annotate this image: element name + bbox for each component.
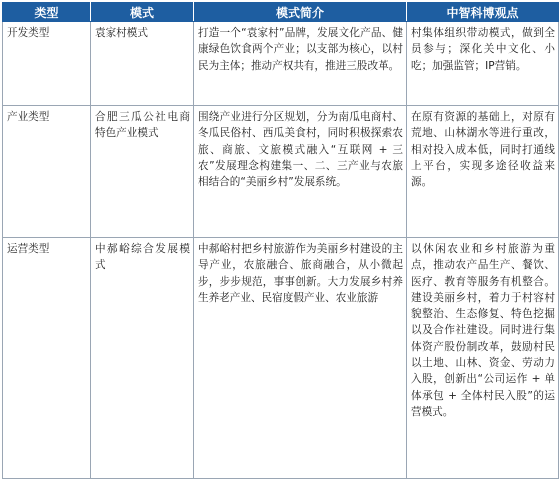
view-cell: 在原有资源的基础上，对原有荒地、山林湖水等进行重改，相对投入成本低，同时打通线上平台，实现多途径收益来源。	[407, 106, 559, 238]
type-cell: 运营类型	[3, 238, 91, 479]
type-cell: 产业类型	[3, 106, 91, 238]
rural-models-table	[2, 2, 559, 479]
header-mode: 模式	[91, 3, 194, 22]
header-type: 类型	[3, 3, 91, 22]
table-row	[3, 22, 559, 106]
type-cell: 开发类型	[3, 22, 91, 106]
view-cell: 村集体组织带动模式，做到全员参与；深化关中文化、小吃；加强监管；IP营销。	[407, 22, 559, 106]
mode-cell: 袁家村模式	[91, 22, 194, 106]
intro-cell: 打造一个“袁家村”品牌，发展文化产品、健康绿色饮食两个产业；以支部为核心，以村民为主体；推动产权共有，推进三股改革。	[194, 22, 407, 106]
table-row	[3, 238, 559, 479]
mode-cell: 合肥三瓜公社电商特色产业模式	[91, 106, 194, 238]
view-cell: 以休闲农业和乡村旅游为重点，推动农产品生产、餐饮、医疗、教育等服务有机整合。建设美丽乡村，着力于村容村貌整治、生态修复、特色挖掘以及合作社建设。同时进行集体资产股份制改革，鼓励村民以土地、山林、资金、劳动力入股，创新出“公司运作 + 单体承包 + 全体村民入股”的运营模式。	[407, 238, 559, 479]
intro-cell: 围绕产业进行分区规划，分为南瓜电商村、冬瓜民俗村、西瓜美食村，同时积极探索农旅、商旅、文旅模式融入“互联网 + 三农”发展理念构建集一、二、三产业与农旅相结合的“美丽乡村”发展系统。	[194, 106, 407, 238]
header-intro: 模式简介	[194, 3, 407, 22]
header-row	[3, 3, 559, 22]
intro-cell: 中郝峪村把乡村旅游作为美丽乡村建设的主导产业，农旅融合、旅商融合，从小微起步，步步规范，事事创新。大力发展乡村养生养老产业、民宿度假产业、农业旅游	[194, 238, 407, 479]
header-view: 中智科博观点	[407, 3, 559, 22]
table-row	[3, 106, 559, 238]
mode-cell: 中郝峪综合发展模式	[91, 238, 194, 479]
